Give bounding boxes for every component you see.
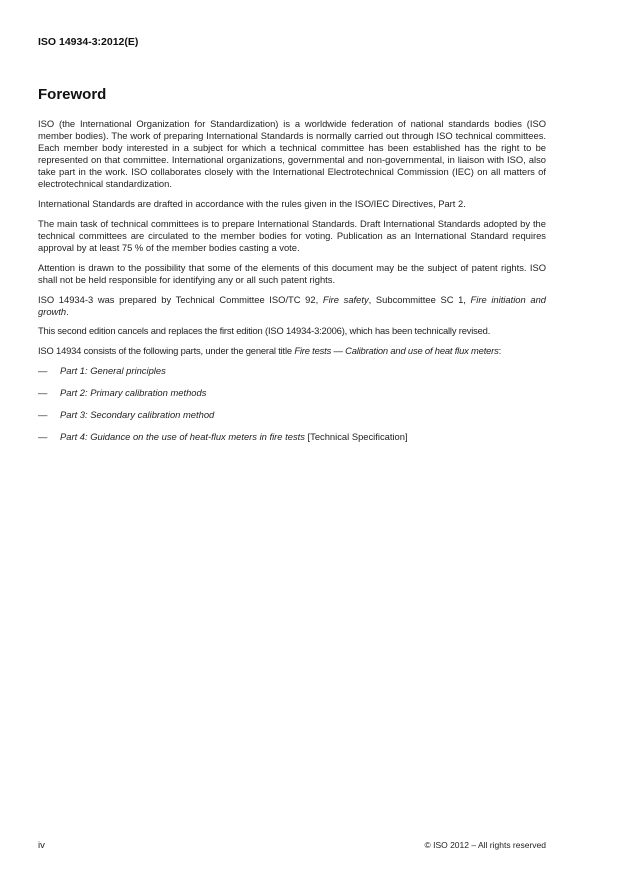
prepared-by-prefix: ISO 14934-3 was prepared by Technical Committee ISO/TC 92, bbox=[38, 293, 323, 305]
list-item bbox=[38, 387, 546, 399]
prepared-by-middle: , Subcommittee SC 1, bbox=[368, 293, 471, 305]
committee-name: Fire safety bbox=[322, 293, 369, 305]
part-note: [Technical Specification] bbox=[304, 430, 408, 442]
prepared-by-suffix: . bbox=[66, 305, 69, 317]
part-title: Part 3: Secondary calibration method bbox=[60, 408, 215, 420]
list-dash: — bbox=[38, 386, 48, 398]
subcommittee-name: Fire initiation and growth bbox=[38, 293, 546, 317]
paragraph-patent-rights: Attention is drawn to the possibility that some of the elements of this document may be the subject of patent rights. ISO shall not be held responsible for identifying any or all such patent rights. bbox=[38, 261, 546, 285]
general-title: Fire tests — Calibration and use of heat flux meters bbox=[294, 344, 499, 356]
parts-intro-prefix: ISO 14934 consists of the following parts, under the general title bbox=[38, 344, 295, 356]
list-dash: — bbox=[38, 430, 48, 442]
document-body bbox=[38, 118, 546, 453]
part-title: Part 2: Primary calibration methods bbox=[60, 386, 207, 398]
list-item bbox=[38, 365, 546, 377]
list-dash: — bbox=[38, 408, 48, 420]
paragraph-iso-description: ISO (the International Organization for Standardization) is a worldwide federation of national standards bodies (ISO member bodies). The work of preparing International Standards is normally carried out through ISO technical committees. Each member body interested in a subject for which a technical committee has been established has the right to be represented on that committee. International organizations, governmental and non-governmental, in liaison with ISO, also take part in the work. ISO collaborates closely with the International Electrotechnical Commission (IEC) on all matters of electrotechnical standardization. bbox=[38, 118, 546, 190]
paragraph-technical-committees: The main task of technical committees is to prepare International Standards. Draft International Standards adopted by the technical committees are circulated to the member bodies for voting. Publication as an International Standard requires approval by at least 75 % of the member bodies casting a vote. bbox=[38, 217, 546, 254]
part-title: Part 1: General principles bbox=[60, 364, 166, 376]
document-header: ISO 14934-3:2012(E) bbox=[38, 36, 139, 48]
copyright-notice: © ISO 2012 – All rights reserved bbox=[424, 840, 546, 850]
list-item bbox=[38, 409, 546, 421]
paragraph-prepared-by bbox=[38, 294, 546, 318]
parts-intro-suffix: : bbox=[498, 344, 502, 356]
list-item bbox=[38, 431, 546, 443]
paragraph-edition: This second edition cancels and replaces the first edition (ISO 14934-3:2006), which has been technically revised. bbox=[38, 325, 491, 337]
paragraph-directives: International Standards are drafted in accordance with the rules given in the ISO/IEC Directives, Part 2. bbox=[38, 198, 466, 210]
section-title: Foreword bbox=[38, 86, 107, 103]
list-dash: — bbox=[38, 364, 48, 376]
part-title: Part 4: Guidance on the use of heat-flux meters in fire tests bbox=[60, 430, 305, 442]
parts-list bbox=[38, 365, 546, 443]
page-number: iv bbox=[38, 840, 45, 851]
paragraph-parts-intro bbox=[38, 345, 546, 357]
